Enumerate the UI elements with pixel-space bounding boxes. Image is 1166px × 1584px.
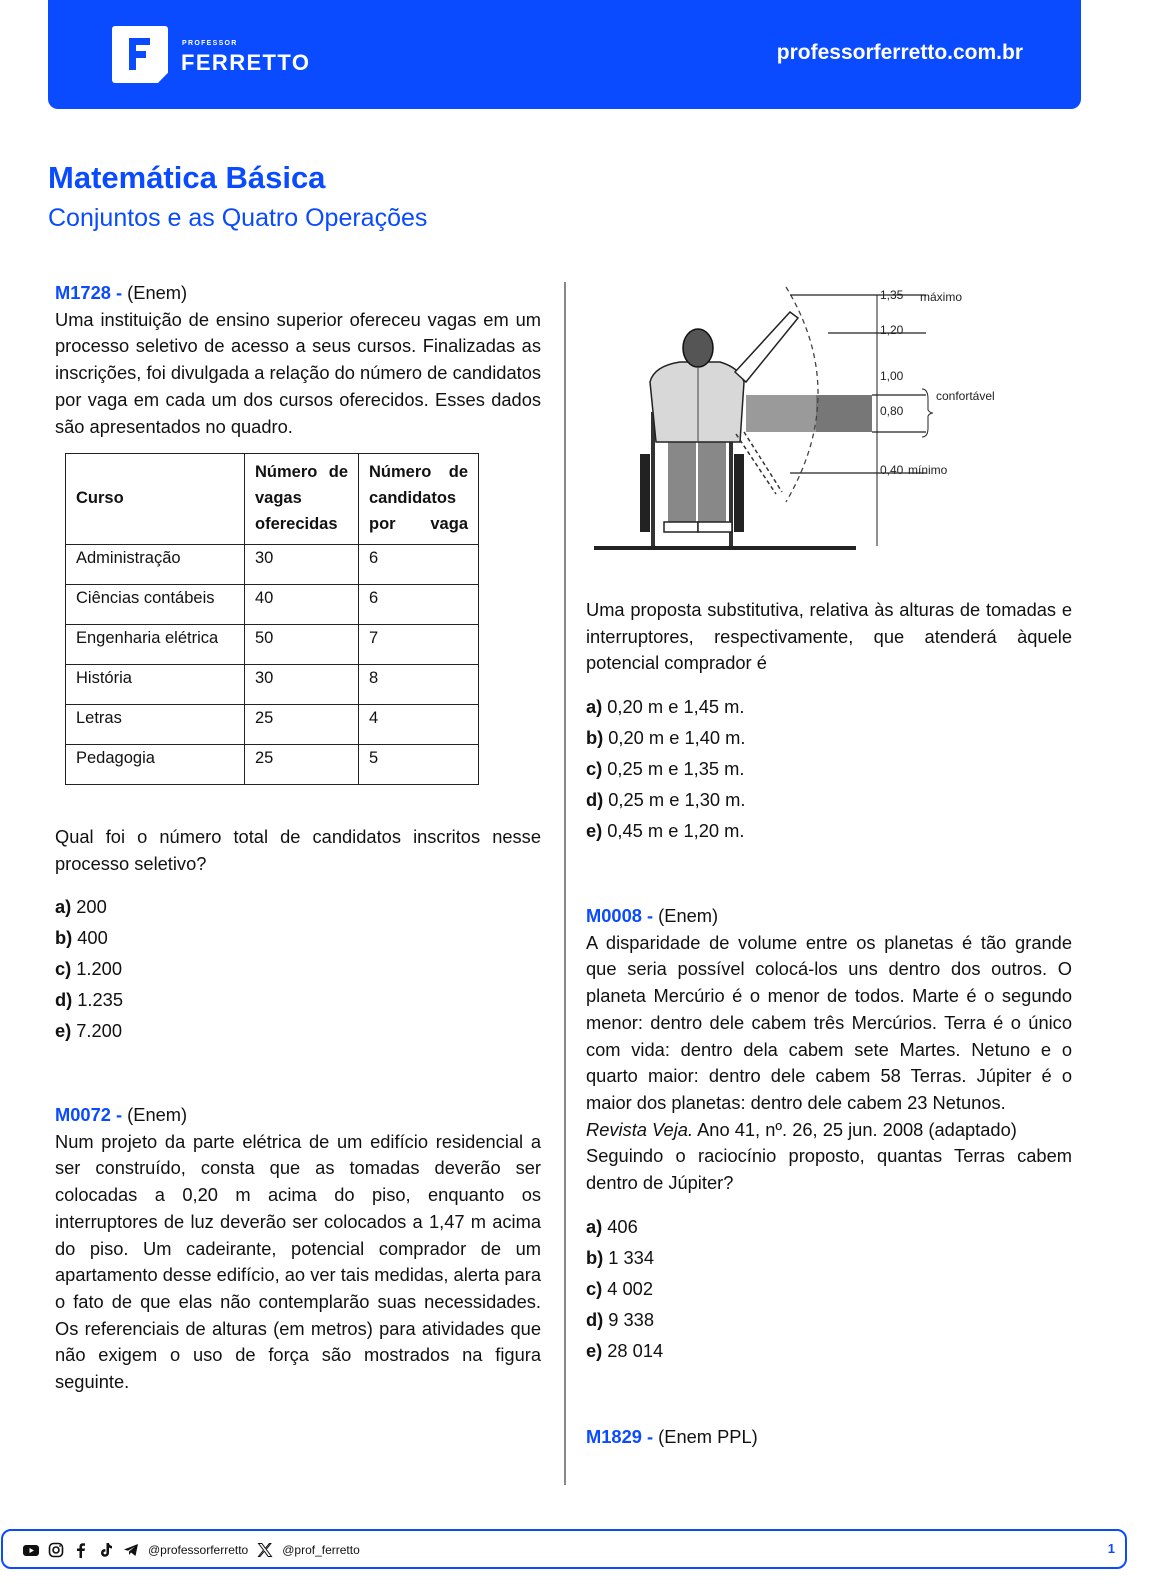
question-m0008 [586,903,1072,1366]
question-text: Num projeto da parte elétrica de um edifício residencial a ser construído, consta que as tomadas deverão ser colocadas a 0,20 m acima do piso, enquanto os interruptores de luz deverão ser colocados a 1,47 m acima do piso. Um cadeirante, potencial comprador de um apartamento desse edifício, ao ver tais medidas, alerta para o fato de que elas não contemplarão suas necessidades. Os referenciais de alturas (em metros) para atividades que não exigem o uso de força são mostrados na figura seguinte. [55,1130,541,1393]
wheelchair-user-illustration [590,282,1010,557]
option-c[interactable]: c) 0,25 m e 1,35 m. [586,758,745,780]
answer-options [55,891,541,1046]
question-header [586,903,1072,930]
social-links [23,1542,360,1558]
svg-text:1,35: 1,35 [880,288,904,302]
question-m1728-prompt [55,824,541,1046]
question-code: M0072 - [55,1104,123,1125]
citation: Revista Veja. Ano 41, nº. 26, 25 jun. 2008 (adaptado) [586,1118,1017,1140]
question-m0072-prompt [586,597,1072,846]
courses-table [65,453,479,785]
table-cell: 50 [245,625,359,665]
table-cell: Letras [66,705,245,745]
option-b[interactable]: b) 0,20 m e 1,40 m. [586,727,746,749]
option-d[interactable]: d) 9 338 [586,1308,655,1330]
table-header-candidates: Número de candidatos por vaga [359,454,479,545]
page-subtitle: Conjuntos e as Quatro Operações [48,204,428,232]
question-source: (Enem) [658,905,719,926]
question-header [55,280,541,307]
table-header-row [66,454,479,545]
question-source: (Enem) [127,1104,188,1125]
question-source: (Enem PPL) [658,1426,758,1447]
option-a[interactable]: a) 200 [55,896,107,918]
instagram-icon[interactable] [48,1542,64,1558]
question-header [586,1424,1072,1451]
table-cell: 6 [359,585,479,625]
option-d[interactable]: d) 1.235 [55,989,124,1011]
question-m0072 [55,1102,541,1396]
table-cell: Administração [66,545,245,585]
logo-brand-text: FERRETTO [181,50,311,75]
site-url-link[interactable]: professorferretto.com.br [776,41,1023,64]
wheelchair-heights-figure [590,282,1010,557]
table-cell: Engenharia elétrica [66,625,245,665]
svg-text:0,40: 0,40 [880,463,904,477]
page-number: 1 [1107,1541,1115,1556]
table-cell: 7 [359,625,479,665]
table-cell: Ciências contábeis [66,585,245,625]
option-a[interactable]: a) 0,20 m e 1,45 m. [586,696,745,718]
svg-text:máximo: máximo [920,290,963,304]
question-prompt: Uma proposta substitutiva, relativa às alturas de tomadas e interruptores, respectivamente, que atenderá àquele potencial comprador é [586,599,1072,674]
option-e[interactable]: e) 28 014 [586,1339,664,1361]
question-code: M1829 - [586,1426,654,1447]
table-cell: 40 [245,585,359,625]
answer-options [586,691,1072,846]
question-code: M1728 - [55,282,123,303]
logo-icon[interactable] [112,26,168,83]
table-row [66,625,479,665]
facebook-icon[interactable] [73,1542,89,1558]
header-banner [48,0,1081,109]
option-c[interactable]: c) 4 002 [586,1277,654,1299]
answer-options [586,1211,1072,1366]
youtube-icon[interactable] [23,1542,39,1558]
table-cell: História [66,665,245,705]
table-cell: 25 [245,745,359,785]
svg-text:mínimo: mínimo [908,463,948,477]
tiktok-icon[interactable] [98,1542,114,1558]
svg-text:0,80: 0,80 [880,404,904,418]
option-d[interactable]: d) 0,25 m e 1,30 m. [586,789,746,811]
social-handle-x[interactable]: @prof_ferretto [282,1543,360,1557]
question-prompt: Seguindo o raciocínio proposto, quantas Terras cabem dentro de Júpiter? [586,1145,1072,1194]
option-c[interactable]: c) 1.200 [55,958,123,980]
x-twitter-icon[interactable] [257,1542,273,1558]
table-cell: Pedagogia [66,745,245,785]
svg-text:1,20: 1,20 [880,323,904,337]
question-text: Uma instituição de ensino superior ofereceu vagas em um processo seletivo de acesso a seus cursos. Finalizadas as inscrições, foi divulgada a relação do número de candidatos por vaga em cada um dos cursos oferecidos. Esses dados são apresentados no quadro. [55,308,541,437]
table-cell: 25 [245,705,359,745]
table-header-course: Curso [66,454,245,545]
option-a[interactable]: a) 406 [586,1215,638,1237]
telegram-icon[interactable] [123,1542,139,1558]
option-e[interactable]: e) 7.200 [55,1020,123,1042]
option-b[interactable]: b) 400 [55,927,108,949]
table-row [66,585,479,625]
question-prompt: Qual foi o número total de candidatos inscritos nesse processo seletivo? [55,826,541,874]
table-header-vacancies: Número de vagas oferecidas [245,454,359,545]
question-code: M0008 - [586,905,654,926]
table-row [66,545,479,585]
option-b[interactable]: b) 1 334 [586,1246,655,1268]
question-text: A disparidade de volume entre os planetas é tão grande que seria possível colocá-los uns dentro dos outros. O planeta Mercúrio é o menor de todos. Marte é o segundo menor: dentro dele cabem três Mercúrios. Terra é o único com vida: dentro dela cabem sete Martes. Netuno e o quarto maior: dentro dele cabem 58 Terras. Júpiter é o maior dos planetas: dentro dele cabem 23 Netunos. [586,931,1072,1113]
table-cell: 4 [359,705,479,745]
page-title: Matemática Básica [48,160,326,195]
social-handle-main[interactable]: @professorferretto [148,1543,249,1557]
svg-text:confortável: confortável [936,389,995,403]
question-m1829 [586,1424,1072,1451]
table-cell: 5 [359,745,479,785]
table-row [66,745,479,785]
table-cell: 30 [245,665,359,705]
svg-text:1,00: 1,00 [880,369,904,383]
question-source: (Enem) [127,282,188,303]
table-row [66,705,479,745]
option-e[interactable]: e) 0,45 m e 1,20 m. [586,820,745,842]
footer-bar [1,1529,1127,1569]
question-m1728 [55,280,541,440]
logo-small-text: PROFESSOR [182,40,238,47]
table-cell: 6 [359,545,479,585]
table-row [66,665,479,705]
column-divider [564,282,566,1485]
table-cell: 30 [245,545,359,585]
table-cell: 8 [359,665,479,705]
question-header [55,1102,541,1129]
